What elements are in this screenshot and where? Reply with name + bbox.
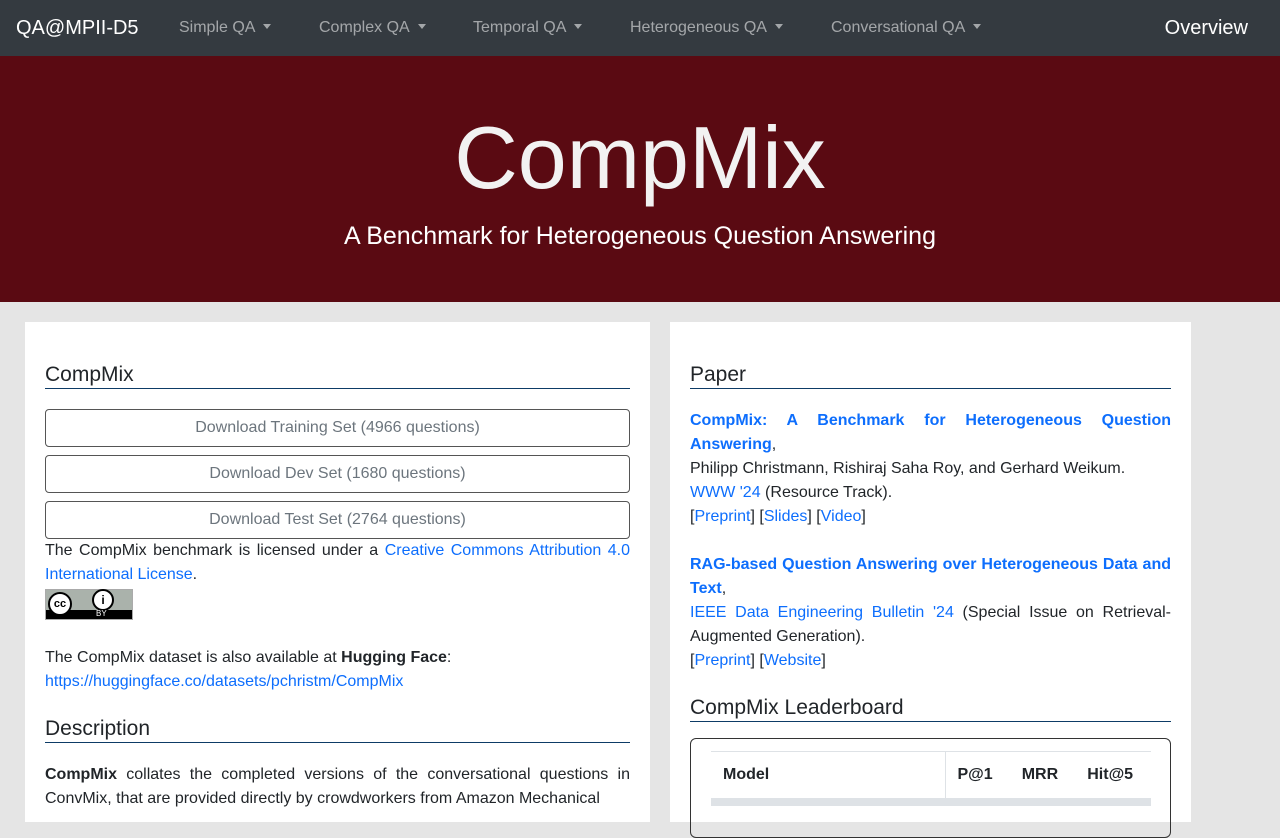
nav-label: Simple QA	[179, 19, 256, 36]
section-title-paper: Paper	[690, 362, 1171, 389]
hf-suffix: :	[446, 649, 452, 666]
license-link[interactable]: Creative Commons Attribution 4.0 International License	[45, 542, 630, 583]
column-header-model[interactable]: Model	[711, 752, 945, 798]
paper-venue-suffix: (Resource Track).	[760, 484, 893, 501]
brand-link[interactable]: QA@MPII-D5	[16, 17, 139, 39]
license-text	[45, 539, 630, 587]
hero-subtitle: A Benchmark for Heterogeneous Question Answering	[343, 222, 936, 250]
paper-title-suffix: ,	[771, 436, 777, 453]
website-link[interactable]: Website	[763, 652, 822, 669]
cc-by-icon[interactable]	[45, 589, 133, 620]
hero-banner	[0, 56, 1280, 302]
hf-prefix: The CompMix dataset is also available at	[45, 649, 342, 666]
hf-link[interactable]: https://huggingface.co/datasets/pchristm/CompMix	[45, 673, 404, 690]
slides-link[interactable]: Slides	[763, 508, 808, 525]
paper-authors: Philipp Christmann, Rishiraj Saha Roy, and Gerhard Weikum.	[690, 460, 1126, 477]
cc-circle-icon: cc	[48, 592, 72, 616]
dataset-card	[25, 322, 650, 822]
column-header-p1[interactable]: P@1	[945, 752, 1010, 798]
license-prefix: The CompMix benchmark is licensed under a	[45, 542, 385, 559]
badge-by-label: BY	[96, 609, 107, 618]
hf-text	[45, 646, 630, 694]
paper-title-link[interactable]: RAG-based Question Answering over Heterogeneous Data and Text	[690, 556, 1171, 597]
download-dev-button[interactable]: Download Dev Set (1680 questions)	[45, 455, 630, 493]
paper-venue-link[interactable]: WWW '24	[690, 484, 761, 501]
nav-label: Conversational QA	[831, 19, 966, 36]
paper-card	[670, 322, 1191, 822]
nav-complex-qa[interactable]	[319, 16, 426, 40]
table-row	[711, 798, 1151, 806]
section-title-leaderboard: CompMix Leaderboard	[690, 695, 1171, 722]
hero-title: CompMix	[454, 108, 826, 207]
nav-heterogeneous-qa[interactable]	[630, 16, 783, 40]
download-train-button[interactable]: Download Training Set (4966 questions)	[45, 409, 630, 447]
paper-title-link[interactable]: CompMix: A Benchmark for Heterogeneous Question Answering	[690, 412, 1171, 453]
nav-overview[interactable]: Overview	[1164, 17, 1248, 39]
nav-label: Heterogeneous QA	[630, 19, 767, 36]
description-bold: CompMix	[45, 766, 117, 783]
person-icon: i	[92, 589, 114, 611]
hf-bold: Hugging Face	[341, 649, 447, 666]
chevron-down-icon	[418, 24, 426, 29]
column-header-hit5[interactable]: Hit@5	[1075, 752, 1151, 798]
nav-label: Complex QA	[319, 19, 410, 36]
top-navbar	[0, 0, 1280, 56]
paper-venue-suffix: (Special Issue on Retrieval-Augmented Generation).	[690, 604, 1171, 645]
paper-entry-1: CompMix: A Benchmark for Heterogeneous Question Answering, Philipp Christmann, Rishiraj Saha Roy, and Gerhard Weikum. WWW '24 (Resource Track). [Preprint] [Slides] [Video]	[690, 412, 1171, 525]
chevron-down-icon	[574, 24, 582, 29]
license-suffix: .	[192, 566, 198, 583]
preprint-link[interactable]: Preprint	[694, 508, 751, 525]
paper-title-suffix: ,	[721, 580, 727, 597]
nav-temporal-qa[interactable]	[473, 16, 582, 40]
paper-venue-link[interactable]: IEEE Data Engineering Bulletin '24	[690, 604, 954, 621]
description-text	[45, 763, 630, 811]
download-test-button[interactable]: Download Test Set (2764 questions)	[45, 501, 630, 539]
chevron-down-icon	[775, 24, 783, 29]
nav-conversational-qa[interactable]	[831, 16, 981, 40]
description-body: collates the completed versions of the conversational questions in ConvMix, that are provided directly by crowdworkers from Amazon Mechanical	[45, 766, 630, 807]
nav-simple-qa[interactable]	[179, 16, 271, 40]
column-header-mrr[interactable]: MRR	[1010, 752, 1076, 798]
leaderboard-container	[690, 738, 1171, 838]
leaderboard-table	[711, 751, 1151, 806]
paper-entry-2: RAG-based Question Answering over Heterogeneous Data and Text, IEEE Data Engineering Bulletin '24 (Special Issue on Retrieval-Augmented Generation). [Preprint] [Website]	[690, 556, 1171, 669]
table-header-row	[711, 752, 1151, 798]
section-title-description: Description	[45, 716, 630, 743]
video-link[interactable]: Video	[820, 508, 862, 525]
chevron-down-icon	[973, 24, 981, 29]
chevron-down-icon	[263, 24, 271, 29]
nav-label: Temporal QA	[473, 19, 567, 36]
section-title-compmix: CompMix	[45, 362, 630, 389]
preprint-link[interactable]: Preprint	[694, 652, 751, 669]
